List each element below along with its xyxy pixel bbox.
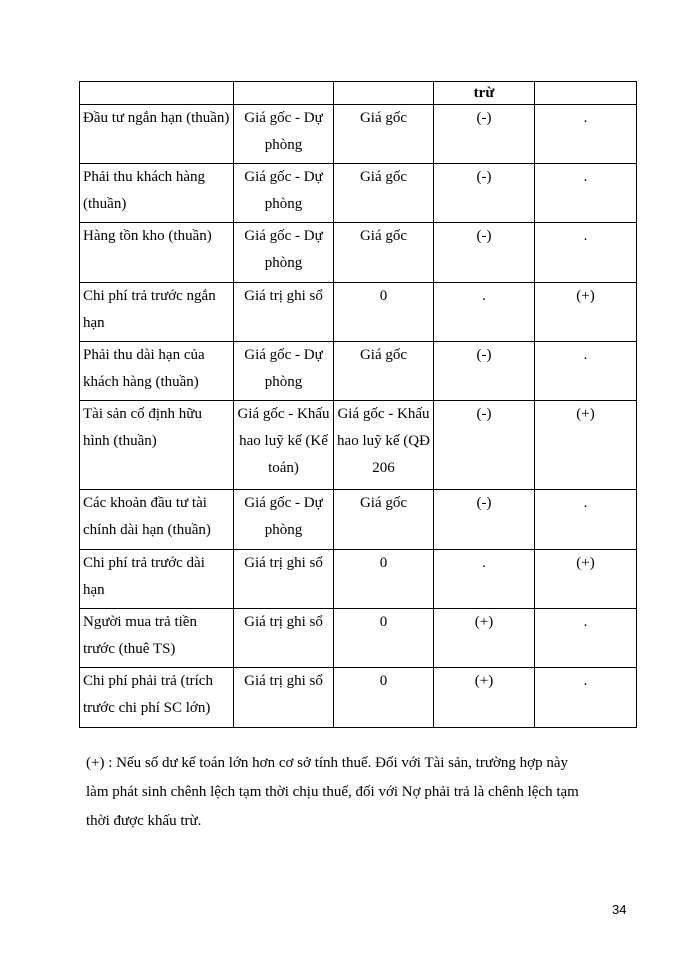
cell-text: Giá gốc: [359, 495, 408, 511]
tax-basis-table: [79, 81, 637, 728]
cell-text: Giá gốc - Dự phòng: [244, 228, 323, 271]
table-cell: [80, 668, 234, 728]
cell-text: Giá gốc: [359, 228, 408, 244]
table-cell: [234, 668, 334, 728]
table-cell: [80, 105, 234, 164]
table-cell: [434, 609, 535, 668]
table-cell: [234, 401, 334, 490]
footnote: [86, 749, 626, 836]
table-cell: [334, 609, 434, 668]
table-cell: [234, 164, 334, 223]
table-row: [80, 283, 637, 342]
table-header-cell: trừ: [434, 82, 535, 105]
table-cell: [535, 490, 637, 550]
table-row: [80, 164, 637, 223]
table-cell: [234, 223, 334, 283]
table-cell: [535, 283, 637, 342]
table-cell: [434, 401, 535, 490]
cell-text: Các khoản đầu tư tài chính dài hạn (thuần): [83, 495, 211, 538]
table-row: [80, 609, 637, 668]
cell-text: (+): [576, 288, 595, 304]
table-row: [80, 490, 637, 550]
cell-text: 0: [379, 555, 388, 571]
cell-text: (+): [474, 673, 494, 689]
cell-text: (-): [476, 495, 492, 511]
table-cell: [80, 401, 234, 490]
table-row: [80, 668, 637, 728]
cell-text: (-): [476, 228, 492, 244]
cell-text: Giá gốc: [359, 110, 408, 126]
table-cell: [234, 550, 334, 609]
cell-text: Giá trị ghi sổ: [244, 673, 323, 689]
cell-text: (-): [476, 169, 492, 185]
table-cell: [434, 105, 535, 164]
cell-text: 0: [379, 288, 388, 304]
table-cell: [80, 164, 234, 223]
table-cell: [80, 550, 234, 609]
table-cell: [80, 283, 234, 342]
cell-text: Giá gốc - Dự phòng: [244, 495, 323, 538]
table-cell: [234, 105, 334, 164]
cell-text: (+): [474, 614, 494, 630]
cell-text: Hàng tồn kho (thuần): [83, 228, 212, 244]
cell-text: Giá gốc - Khấu hao luỹ kế (QĐ 206: [337, 406, 430, 476]
cell-text: Giá trị ghi sổ: [244, 555, 323, 571]
footnote-line: thời được khấu trừ.: [86, 813, 202, 829]
cell-text: Giá gốc: [359, 347, 408, 363]
table-cell: [80, 490, 234, 550]
table-row: [80, 105, 637, 164]
cell-text: .: [583, 614, 588, 630]
table-cell: [434, 490, 535, 550]
cell-text: .: [583, 673, 588, 689]
cell-text: Tài sản cố định hữu hình (thuần): [83, 406, 202, 449]
table-row: [80, 550, 637, 609]
cell-text: (-): [476, 406, 492, 422]
cell-text: Giá gốc: [359, 169, 408, 185]
cell-text: Người mua trả tiền trước (thuê TS): [83, 614, 197, 657]
cell-text: Giá gốc - Dự phòng: [244, 169, 323, 212]
page-number: 34: [612, 902, 627, 917]
table-cell: [234, 283, 334, 342]
cell-text: (+): [576, 406, 595, 422]
cell-text: .: [583, 110, 588, 126]
cell-text: Giá gốc - Dự phòng: [244, 110, 323, 153]
table-cell: [535, 105, 637, 164]
cell-text: .: [583, 495, 588, 511]
cell-text: (-): [476, 110, 492, 126]
table-header-cell: [80, 82, 234, 105]
table-header-cell: [334, 82, 434, 105]
table-cell: [334, 164, 434, 223]
table-cell: [334, 550, 434, 609]
table-cell: [535, 550, 637, 609]
table-cell: [234, 342, 334, 401]
cell-text: Giá gốc - Khấu hao luỹ kế (Kế toán): [237, 406, 330, 476]
table-cell: [434, 668, 535, 728]
table-cell: [535, 342, 637, 401]
table-cell: [434, 164, 535, 223]
table-row: [80, 342, 637, 401]
table-cell: [535, 164, 637, 223]
table-cell: [334, 105, 434, 164]
cell-text: Chi phí trả trước dài hạn: [83, 555, 205, 598]
cell-text: Giá trị ghi sổ: [244, 614, 323, 630]
table-cell: [80, 342, 234, 401]
table-header-cell: [535, 82, 637, 105]
table-cell: [434, 223, 535, 283]
cell-text: 0: [379, 673, 388, 689]
table-cell: [234, 609, 334, 668]
table-cell: [434, 342, 535, 401]
cell-text: .: [583, 347, 588, 363]
cell-text: .: [583, 169, 588, 185]
cell-text: .: [482, 288, 486, 304]
cell-text: 0: [379, 614, 388, 630]
table-row: [80, 223, 637, 283]
table-cell: [535, 609, 637, 668]
table-cell: [535, 223, 637, 283]
table-cell: [334, 223, 434, 283]
cell-text: Giá gốc - Dự phòng: [244, 347, 323, 390]
table-cell: [334, 401, 434, 490]
table-cell: [80, 223, 234, 283]
cell-text: Phải thu dài hạn của khách hàng (thuần): [83, 347, 205, 390]
footnote-line: làm phát sinh chênh lệch tạm thời chịu thuế, đối với Nợ phải trả là chênh lệch tạm: [86, 784, 579, 800]
table-cell: [434, 283, 535, 342]
cell-text: Giá trị ghi sổ: [244, 288, 323, 304]
table-header-row: [80, 82, 637, 105]
cell-text: (-): [476, 347, 492, 363]
cell-text: (+): [576, 555, 595, 571]
cell-text: .: [583, 228, 588, 244]
table-cell: [535, 668, 637, 728]
cell-text: Chi phí trả trước ngắn hạn: [83, 288, 216, 331]
cell-text: Đầu tư ngắn hạn (thuần): [83, 110, 230, 126]
table-cell: [334, 283, 434, 342]
table-cell: [334, 342, 434, 401]
footnote-line: (+) : Nếu số dư kế toán lớn hơn cơ sở tính thuế. Đối với Tài sản, trường hợp này: [86, 755, 568, 771]
table-cell: [234, 490, 334, 550]
table-cell: [334, 490, 434, 550]
table-cell: [80, 609, 234, 668]
table-cell: [535, 401, 637, 490]
table-cell: [334, 668, 434, 728]
table-cell: [434, 550, 535, 609]
table-row: [80, 401, 637, 490]
cell-text: Phải thu khách hàng (thuần): [83, 169, 206, 212]
table-header-cell: [234, 82, 334, 105]
cell-text: Chi phí phải trả (trích trước chi phí SC lớn): [83, 673, 213, 716]
cell-text: .: [482, 555, 486, 571]
